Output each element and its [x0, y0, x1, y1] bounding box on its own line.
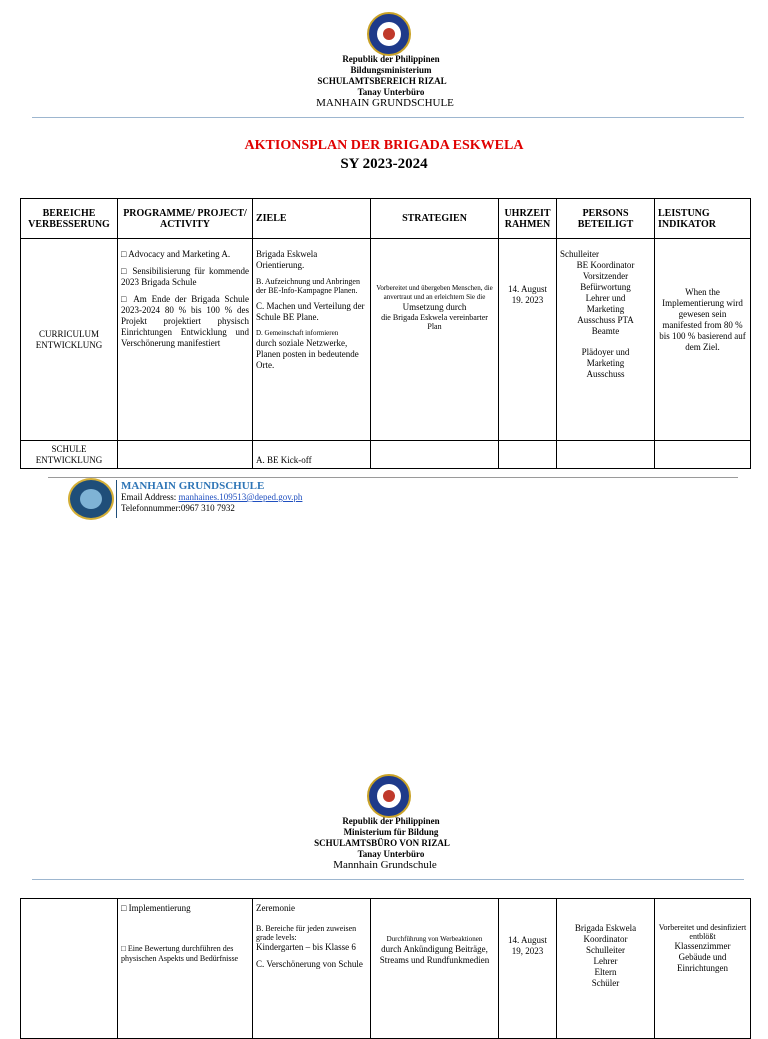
header-school: MANHAIN GRUNDSCHULE: [316, 97, 454, 109]
col-header-indicator: LEISTUNG INDIKATOR: [655, 199, 751, 239]
indicator-cell: [655, 899, 751, 1039]
goals-cell: [253, 239, 371, 441]
header-school: Mannhain Grundschule: [333, 859, 437, 871]
footer-top-rule: [48, 477, 738, 478]
program-cell-empty: [118, 441, 253, 469]
person-item: Beamte: [591, 326, 620, 336]
program-item: □ Am Ende der Brigada Schule 2023-2024 80 % bis 100 % des Projekt projektiert physisch Einrichtungen Entwicklung und Verschönerung manifestiert: [121, 294, 249, 348]
strategy-cell: [371, 239, 499, 441]
header-ministry: Bildungsministerium: [350, 65, 432, 75]
footer-phone: Telefonnummer:0967 310 7932: [121, 503, 235, 513]
indicator-main: Klassenzimmer Gebäude und Einrichtungen: [674, 941, 731, 973]
header-country: Republik der Philippinen: [342, 816, 440, 826]
table-row: [21, 441, 751, 469]
col-header-time: UHRZEIT RAHMEN: [499, 199, 557, 239]
footer-separator: [116, 480, 117, 518]
header-ministry: Ministerium für Bildung: [343, 827, 439, 837]
person-item: Marketing: [586, 304, 625, 314]
person-item: Schüler: [591, 978, 620, 988]
person-item: Lehrer und: [585, 293, 626, 303]
col-header-persons: PERSONS BETEILIGT: [557, 199, 655, 239]
program-cell: [118, 899, 253, 1039]
goals-cell: [253, 899, 371, 1039]
col-header-program: PROGRAMME/ PROJECT/ ACTIVITY: [118, 199, 253, 239]
person-item: Eltern: [594, 967, 617, 977]
indicator-intro: Vorbereitet und desinfiziert entblößt: [658, 923, 747, 941]
page1-header: [0, 54, 768, 109]
goal-item: Zeremonie: [256, 903, 295, 913]
action-plan-table-continued: [20, 898, 751, 1039]
persons-cell: [557, 239, 655, 441]
goal-item: Kindergarten – bis Klasse 6: [256, 942, 356, 952]
strategy-main: Umsetzung durch: [402, 302, 467, 312]
school-logo: [68, 478, 114, 520]
col-header-area: BEREICHE VERBESSERUNG: [21, 199, 118, 239]
time-cell-empty: [499, 441, 557, 469]
person-item: Ausschuss: [586, 369, 625, 379]
person-item: Plädoyer und: [581, 347, 630, 357]
deped-seal-logo: [367, 774, 411, 818]
document-subtitle: SY 2023-2024: [340, 156, 428, 172]
area-school: SCHULE ENTWICKLUNG: [21, 441, 118, 469]
strategy-cell-empty: [371, 441, 499, 469]
goal-item: durch soziale Netzwerke, Planen posten in bedeutende Orte.: [256, 338, 359, 370]
person-item: Brigada Eskwela: [574, 923, 637, 933]
program-item: □ Eine Bewertung durchführen des physischen Aspekts und Bedürfnisse: [121, 944, 239, 963]
area-curriculum: CURRICULUM ENTWICKLUNG: [21, 239, 118, 441]
deped-seal-logo: [367, 12, 411, 56]
document-title: AKTIONSPLAN DER BRIGADA ESKWELA: [244, 138, 524, 153]
table-row: [21, 239, 751, 441]
footer-info: [121, 480, 521, 514]
area-cell-empty: [21, 899, 118, 1039]
person-item: Koordinator: [583, 934, 628, 944]
person-item: Marketing: [586, 358, 625, 368]
person-item: Ausschuss PTA: [577, 315, 634, 325]
time-cell: 14. August 19, 2023: [499, 899, 557, 1039]
header-divider: [32, 879, 744, 880]
goal-item: C. Verschönerung von Schule: [256, 959, 363, 969]
person-item: Schulleiter: [560, 249, 599, 259]
header-division: SCHULAMTSBEREICH RIZAL: [317, 76, 447, 86]
page2-header: [0, 816, 768, 871]
program-cell: [118, 239, 253, 441]
program-item: □ Advocacy and Marketing A.: [121, 249, 231, 259]
header-divider: [32, 117, 744, 118]
person-item: Schulleiter: [586, 945, 625, 955]
strategy-main: durch Ankündigung Beiträge, Streams und Rundfunkmedien: [379, 944, 490, 965]
header-country: Republik der Philippinen: [342, 54, 440, 64]
indicator-cell-empty: [655, 441, 751, 469]
person-item: Lehrer: [593, 956, 618, 966]
email-link[interactable]: manhaines.109513@deped.gov.ph: [178, 492, 303, 502]
col-header-strategies: STRATEGIEN: [371, 199, 499, 239]
strategy-cell: [371, 899, 499, 1039]
goal-item: D. Gemeinschaft informieren: [256, 329, 339, 337]
table-header-row: [21, 199, 751, 239]
footer-email-line: [121, 492, 521, 503]
strategy-intro: Vorbereitet und übergeben Menschen, die anvertraut und an erleichtern Sie die: [376, 284, 493, 301]
goal-kickoff: A. BE Kick-off: [253, 441, 371, 469]
program-item: □ Implementierung: [121, 903, 191, 913]
person-item: BE Koordinator: [576, 260, 635, 270]
header-subbureau: Tanay Unterbüro: [357, 87, 425, 97]
footer-school-name: MANHAIN GRUNDSCHULE: [121, 480, 265, 492]
time-cell: 14. August 19. 2023: [499, 239, 557, 441]
strategy-intro: Durchführung von Werbeaktionen: [386, 935, 483, 943]
indicator-cell: When the Implementierung wird gewesen sein manifested from 80 % bis 100 % basierend auf dem Ziel.: [655, 239, 751, 441]
col-header-goals: ZIELE: [253, 199, 371, 239]
goal-item: Brigada Eskwela Orientierung.: [256, 249, 318, 270]
header-division: SCHULAMTSBÜRO VON RIZAL: [314, 838, 450, 848]
goal-item: B. Bereiche für jeden zuweisen grade levels:: [256, 924, 357, 942]
goal-item: B. Aufzeichnung und Anbringen der BE-Info-Kampagne Planen.: [256, 277, 360, 295]
strategy-end: die Brigada Eskwela vereinbarter Plan: [381, 313, 488, 331]
person-item: Vorsitzender: [582, 271, 629, 281]
person-item: Befürwortung: [580, 282, 631, 292]
header-subbureau: Tanay Unterbüro: [357, 849, 425, 859]
persons-cell: [557, 899, 655, 1039]
persons-cell-empty: [557, 441, 655, 469]
table-row: [21, 899, 751, 1039]
email-label: Email Address:: [121, 492, 179, 502]
action-plan-table: [20, 198, 751, 469]
goal-item: C. Machen und Verteilung der Schule BE Plane.: [256, 301, 365, 322]
program-item: □ Sensibilisierung für kommende 2023 Brigada Schule: [121, 266, 249, 287]
